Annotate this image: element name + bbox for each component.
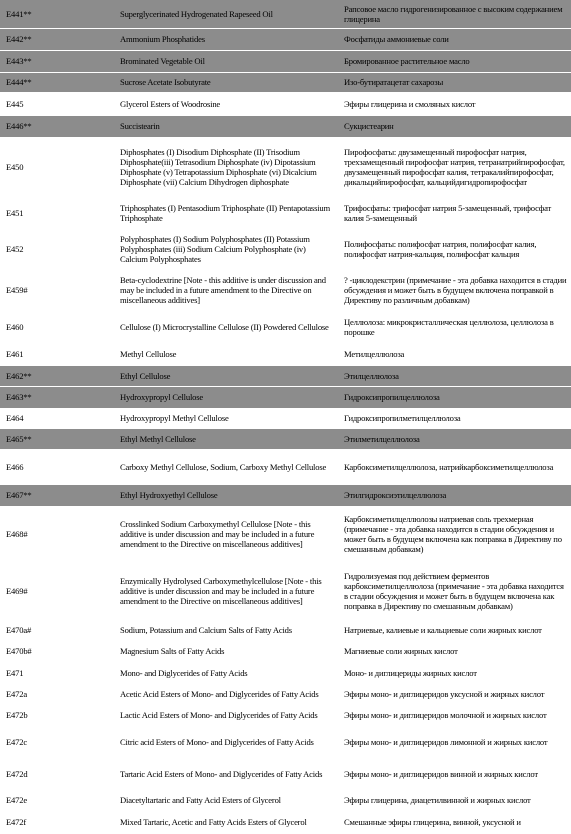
russian-name-cell: Эфиры моно- и диглицеридов лимонной и жирных кислот (338, 726, 571, 758)
russian-name-cell: Этилцеллюлоза (338, 365, 571, 386)
english-name-cell: Superglycerinated Hydrogenated Rapeseed Oil (115, 0, 338, 28)
table-row (0, 811, 571, 833)
table-row (0, 408, 571, 428)
english-name-cell: Brominated Vegetable Oil (115, 50, 338, 72)
russian-name-cell: Сукцистеарин (338, 115, 571, 137)
russian-name-cell: Пирофосфаты: двузамещенный пирофосфат натрия, трехзамещенный пирофосфат натрия, тетранатрийпирофосфат, двузамещенный пирофосфат калия, тетракалийпирофосфат, дикальцийпирофосфат, кальцийдигидропирофосфат (338, 137, 571, 197)
russian-name-cell: Рапсовое масло гидрогенизированное с высоким содержанием глицерина (338, 0, 571, 28)
russian-name-cell: Моно- и диглицериды жирных кислот (338, 662, 571, 683)
additive-code-cell: E472b (0, 704, 115, 726)
english-name-cell: Polyphosphates (I) Sodium Polyphosphates (II) Potassium Polyphosphates (iii) Sodium Calcium Polyphosphate (iv) Calcium Polyphosphates (115, 228, 338, 269)
additive-code-cell: E446** (0, 115, 115, 137)
additive-code-cell: E466 (0, 449, 115, 484)
additive-code-cell: E451 (0, 197, 115, 228)
english-name-cell: Citric acid Esters of Mono- and Diglycerides of Fatty Acids (115, 726, 338, 758)
table-row (0, 484, 571, 506)
table-row (0, 365, 571, 386)
russian-name-cell: Гидролизуемая под действием ферментов карбоксиметилцеллюлоза (примечание - эта добавка находится в стадии обсуждения и может быть в будущем включена как поправка в Директиву по смешанным добавкам) (338, 562, 571, 620)
english-name-cell: Diacetyltartaric and Fatty Acid Esters of Glycerol (115, 789, 338, 811)
additive-code-cell: E442** (0, 28, 115, 50)
russian-name-cell: Эфиры глицерина и смоляных кислот (338, 92, 571, 115)
additive-code-cell: E472e (0, 789, 115, 811)
english-name-cell: Cellulose (I) Microcrystalline Cellulose (II) Powdered Cellulose (115, 311, 338, 343)
russian-name-cell: ? -циклодекстрин (примечание - эта добавка находится в стадии обсуждения и может быть в будущем включена поправкой в Директиву по различным добавкам) (338, 269, 571, 311)
russian-name-cell: Фосфатиды аммониевые соли (338, 28, 571, 50)
table-row (0, 620, 571, 640)
table-row (0, 0, 571, 28)
english-name-cell: Carboxy Methyl Cellulose, Sodium, Carboxy Methyl Cellulose (115, 449, 338, 484)
table-row (0, 562, 571, 620)
russian-name-cell: Эфиры моно- и диглицеридов винной и жирных кислот (338, 758, 571, 789)
russian-name-cell: Трифосфаты: трифосфат натрия 5-замещенный, трифосфат калия 5-замещенный (338, 197, 571, 228)
russian-name-cell: Эфиры моно- и диглицеридов уксусной и жирных кислот (338, 683, 571, 704)
english-name-cell: Diphosphates (I) Disodium Diphosphate (II) Trisodium Diphosphate(iii) Tetrasodium Diphosphate (iv) Dipotassium Diphosphate (v) Tetrapotassium Diphosphate (vi) Dicalcium Diphosphate (vii) Calcium Dihydrogen diphosphate (115, 137, 338, 197)
additive-code-cell: E470b# (0, 640, 115, 662)
english-name-cell: Ethyl Cellulose (115, 365, 338, 386)
additive-code-cell: E461 (0, 343, 115, 365)
additive-code-cell: E443** (0, 50, 115, 72)
english-name-cell: Acetic Acid Esters of Mono- and Diglycerides of Fatty Acids (115, 683, 338, 704)
russian-name-cell: Карбоксиметилцеллюлоза, натрийкарбоксиметилцеллюлоза (338, 449, 571, 484)
english-name-cell: Magnesium Salts of Fatty Acids (115, 640, 338, 662)
english-name-cell: Lactic Acid Esters of Mono- and Diglycerides of Fatty Acids (115, 704, 338, 726)
table-row (0, 137, 571, 197)
additive-code-cell: E468# (0, 506, 115, 562)
additive-code-cell: E462** (0, 365, 115, 386)
russian-name-cell: Этилгидроксиэтилцеллюлоза (338, 484, 571, 506)
russian-name-cell: Эфиры моно- и диглицеридов молочной и жирных кислот (338, 704, 571, 726)
russian-name-cell: Эфиры глицерина, диацетилвинной и жирных кислот (338, 789, 571, 811)
english-name-cell: Sodium, Potassium and Calcium Salts of Fatty Acids (115, 620, 338, 640)
additive-code-cell: E472d (0, 758, 115, 789)
russian-name-cell: Карбоксиметилцеллюлозы натриевая соль трехмерная (примечание - эта добавка находится в стадии обсуждения и может быть в будущем включена как поправка в Директиву по смешанным добавкам) (338, 506, 571, 562)
additive-code-cell: E452 (0, 228, 115, 269)
russian-name-cell: Этилметилцеллюлоза (338, 428, 571, 449)
english-name-cell: Ammonium Phosphatides (115, 28, 338, 50)
english-name-cell: Tartaric Acid Esters of Mono- and Diglycerides of Fatty Acids (115, 758, 338, 789)
table-row (0, 506, 571, 562)
additive-code-cell: E460 (0, 311, 115, 343)
additive-code-cell: E470a# (0, 620, 115, 640)
russian-name-cell: Магниевые соли жирных кислот (338, 640, 571, 662)
additive-code-cell: E459# (0, 269, 115, 311)
russian-name-cell: Изо-бутиратацетат сахарозы (338, 72, 571, 92)
additive-code-cell: E445 (0, 92, 115, 115)
russian-name-cell: Бромированное растительное масло (338, 50, 571, 72)
english-name-cell: Ethyl Hydroxyethyl Cellulose (115, 484, 338, 506)
table-row (0, 428, 571, 449)
table-row (0, 386, 571, 408)
additive-code-cell: E469# (0, 562, 115, 620)
english-name-cell: Succistearin (115, 115, 338, 137)
table-row (0, 789, 571, 811)
table-row (0, 640, 571, 662)
table-row (0, 704, 571, 726)
additive-code-cell: E471 (0, 662, 115, 683)
additive-code-cell: E444** (0, 72, 115, 92)
table-row (0, 92, 571, 115)
table-row (0, 50, 571, 72)
english-name-cell: Crosslinked Sodium Carboxymethyl Cellulose [Note - this additive is under discussion and may be included in a future amendment to the Directive on miscellaneous additives] (115, 506, 338, 562)
table-row (0, 343, 571, 365)
table-row (0, 269, 571, 311)
additive-code-cell: E472a (0, 683, 115, 704)
english-name-cell: Mixed Tartaric, Acetic and Fatty Acids Esters of Glycerol (115, 811, 338, 833)
table-row (0, 311, 571, 343)
table-row (0, 662, 571, 683)
additive-code-cell: E464 (0, 408, 115, 428)
russian-name-cell: Метилцеллюлоза (338, 343, 571, 365)
russian-name-cell: Гидроксипропилметилцеллюлоза (338, 408, 571, 428)
table-row (0, 758, 571, 789)
english-name-cell: Triphosphates (I) Pentasodium Triphosphate (II) Pentapotassium Triphosphate (115, 197, 338, 228)
english-name-cell: Enzymically Hydrolysed Carboxymethylcellulose [Note - this additive is under discussion and may be included in a future amendment to the Directive on miscellaneous additives] (115, 562, 338, 620)
table-row (0, 228, 571, 269)
additive-code-cell: E441** (0, 0, 115, 28)
english-name-cell: Mono- and Diglycerides of Fatty Acids (115, 662, 338, 683)
english-name-cell: Hydroxypropyl Cellulose (115, 386, 338, 408)
additive-code-cell: E450 (0, 137, 115, 197)
russian-name-cell: Смешанные эфиры глицерина, винной, уксусной и (338, 811, 571, 833)
russian-name-cell: Натриевые, калиевые и кальциевые соли жирных кислот (338, 620, 571, 640)
english-name-cell: Sucrose Acetate Isobutyrate (115, 72, 338, 92)
english-name-cell: Hydroxypropyl Methyl Cellulose (115, 408, 338, 428)
russian-name-cell: Целлюлоза: микрокристаллическая целлюлоза, целлюлоза в порошке (338, 311, 571, 343)
table-row (0, 28, 571, 50)
english-name-cell: Glycerol Esters of Woodrosine (115, 92, 338, 115)
additive-code-cell: E472c (0, 726, 115, 758)
english-name-cell: Beta-cyclodextrine [Note - this additive is under discussion and may be included in a future amendment to the Directive on miscellaneous additives] (115, 269, 338, 311)
russian-name-cell: Гидроксипропилцеллюлоза (338, 386, 571, 408)
russian-name-cell: Полифосфаты: полифосфат натрия, полифосфат калия, полифосфат натрия-кальция, полифосфат кальция (338, 228, 571, 269)
table-row (0, 449, 571, 484)
table-row (0, 72, 571, 92)
table-row (0, 726, 571, 758)
additive-code-cell: E465** (0, 428, 115, 449)
additive-code-cell: E463** (0, 386, 115, 408)
table-row (0, 115, 571, 137)
additive-code-cell: E472f (0, 811, 115, 833)
additive-code-cell: E467** (0, 484, 115, 506)
table-row (0, 197, 571, 228)
english-name-cell: Methyl Cellulose (115, 343, 338, 365)
english-name-cell: Ethyl Methyl Cellulose (115, 428, 338, 449)
table-row (0, 683, 571, 704)
